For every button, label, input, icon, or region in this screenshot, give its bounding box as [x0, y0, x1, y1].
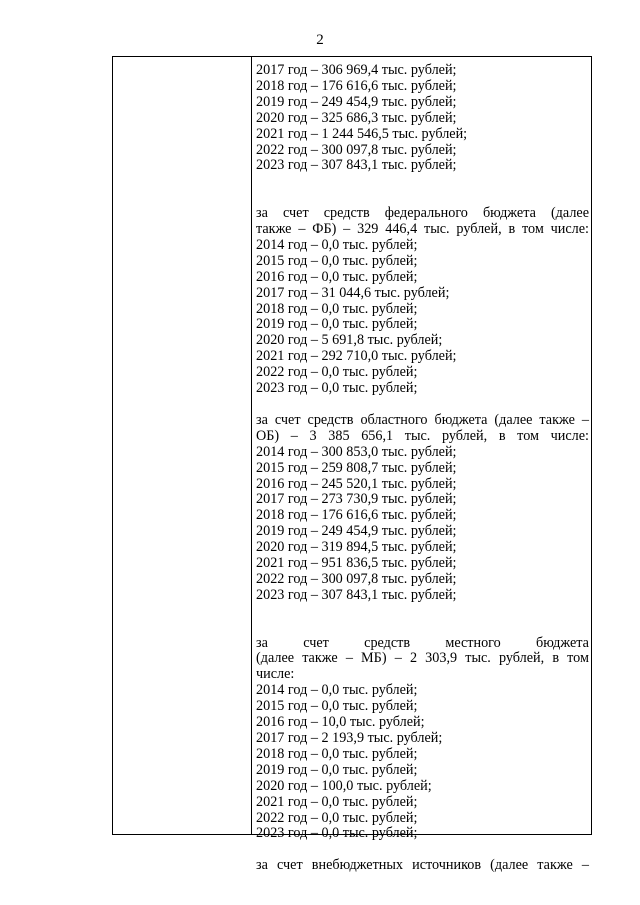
page-number: 2	[316, 32, 324, 48]
total-years-list	[256, 63, 589, 174]
year-line: 2023 год – 307 843,1 тыс. рублей;	[256, 157, 457, 174]
year-line: 2021 год – 292 710,0 тыс. рублей;	[256, 348, 457, 365]
heading-word: за	[256, 634, 268, 651]
year-line: 2023 год – 0,0 тыс. рублей;	[256, 825, 418, 842]
year-line: 2021 год – 0,0 тыс. рублей;	[256, 793, 418, 810]
federal-budget-section	[256, 206, 589, 397]
year-line: 2014 год – 0,0 тыс. рублей;	[256, 236, 418, 253]
year-line: 2016 год – 0,0 тыс. рублей;	[256, 268, 418, 285]
heading-word: местного	[445, 634, 501, 651]
year-line: 2022 год – 300 097,8 тыс. рублей;	[256, 570, 457, 587]
year-line: 2021 год – 1 244 546,5 тыс. рублей;	[256, 125, 468, 142]
year-line: 2017 год – 273 730,9 тыс. рублей;	[256, 491, 457, 508]
regional-heading-line1: за счет средств областного бюджета (далее также –	[256, 411, 589, 428]
year-line: 2018 год – 0,0 тыс. рублей;	[256, 745, 418, 762]
heading-word: счет	[303, 634, 329, 651]
extrabudgetary-heading-line1: за счет внебюджетных источников (далее также –	[256, 857, 589, 874]
year-line: 2016 год – 245 520,1 тыс. рублей;	[256, 475, 457, 492]
year-line: 2023 год – 0,0 тыс. рублей;	[256, 380, 418, 397]
local-heading-line2: (далее также – МБ) – 2 303,9 тыс. рублей, в том	[256, 650, 589, 667]
year-line: 2020 год – 319 894,5 тыс. рублей;	[256, 539, 457, 556]
year-line: 2015 год – 0,0 тыс. рублей;	[256, 698, 418, 715]
local-heading-line1	[256, 636, 589, 652]
column-divider	[251, 57, 252, 834]
year-line: 2022 год – 0,0 тыс. рублей;	[256, 809, 418, 826]
year-line: 2020 год – 5 691,8 тыс. рублей;	[256, 332, 443, 349]
year-line: 2015 год – 259 808,7 тыс. рублей;	[256, 459, 457, 476]
table-right-cell	[256, 63, 589, 874]
year-line: 2021 год – 951 836,5 тыс. рублей;	[256, 555, 457, 572]
year-line: 2015 год – 0,0 тыс. рублей;	[256, 252, 418, 269]
year-line: 2019 год – 249 454,9 тыс. рублей;	[256, 523, 457, 540]
local-heading-line3: числе:	[256, 666, 295, 683]
federal-heading-line1: за счет средств федерального бюджета (далее	[256, 205, 589, 222]
federal-heading-line2: также – ФБ) – 329 446,4 тыс. рублей, в том числе:	[256, 221, 589, 238]
year-line: 2018 год – 0,0 тыс. рублей;	[256, 300, 418, 317]
year-line: 2023 год – 307 843,1 тыс. рублей;	[256, 586, 457, 603]
year-line: 2022 год – 300 097,8 тыс. рублей;	[256, 141, 457, 158]
year-line: 2019 год – 0,0 тыс. рублей;	[256, 316, 418, 333]
year-line: 2020 год – 325 686,3 тыс. рублей;	[256, 109, 457, 126]
year-line: 2017 год – 2 193,9 тыс. рублей;	[256, 729, 443, 746]
regional-heading-line2: ОБ) – 3 385 656,1 тыс. рублей, в том числе:	[256, 427, 589, 444]
year-line: 2014 год – 300 853,0 тыс. рублей;	[256, 443, 457, 460]
regional-budget-section	[256, 413, 589, 604]
year-line: 2022 год – 0,0 тыс. рублей;	[256, 364, 418, 381]
year-line: 2014 год – 0,0 тыс. рублей;	[256, 682, 418, 699]
year-line: 2018 год – 176 616,6 тыс. рублей;	[256, 77, 457, 94]
year-line: 2019 год – 0,0 тыс. рублей;	[256, 761, 418, 778]
year-line: 2020 год – 100,0 тыс. рублей;	[256, 777, 432, 794]
year-line: 2017 год – 31 044,6 тыс. рублей;	[256, 284, 450, 301]
year-line: 2018 год – 176 616,6 тыс. рублей;	[256, 507, 457, 524]
heading-word: средств	[364, 634, 411, 651]
table-left-cell	[113, 57, 251, 834]
year-line: 2017 год – 306 969,4 тыс. рублей;	[256, 62, 457, 78]
year-line: 2016 год – 10,0 тыс. рублей;	[256, 714, 425, 731]
heading-word: бюджета	[536, 634, 589, 651]
extrabudgetary-section	[256, 858, 589, 874]
year-line: 2019 год – 249 454,9 тыс. рублей;	[256, 93, 457, 110]
local-budget-section	[256, 636, 589, 843]
funding-table	[112, 56, 592, 874]
